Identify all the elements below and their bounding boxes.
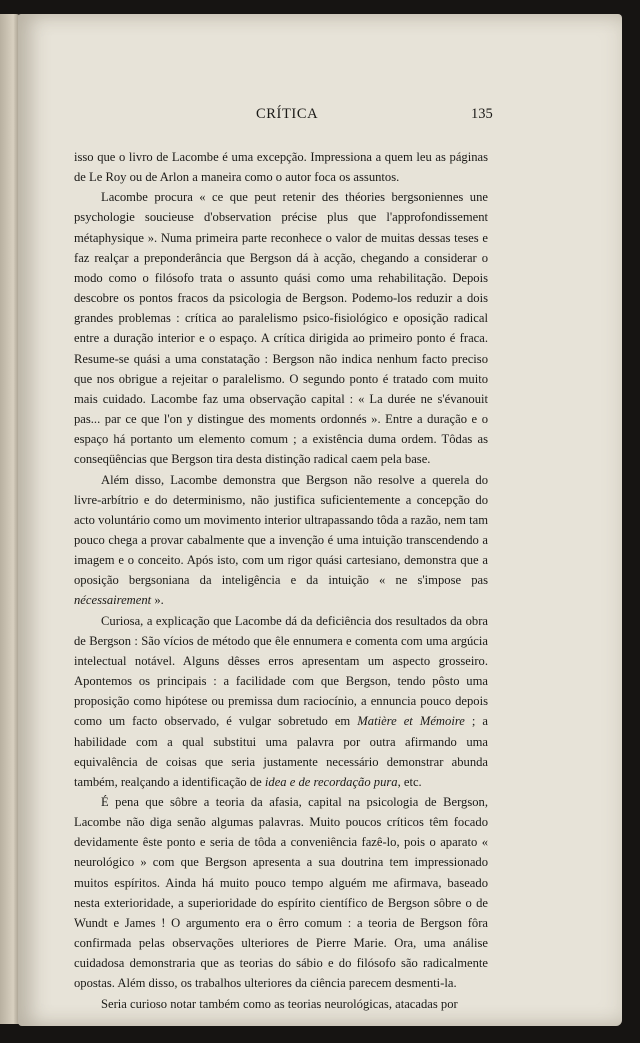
paragraph-6	[74, 994, 488, 1014]
paragraph-3	[74, 470, 488, 611]
body-text	[74, 147, 488, 1014]
text-run: isso que o livro de Lacombe é uma excepção. Impressiona a quem leu as páginas de Le Roy ou de Arlon a maneira como o autor foca os assuntos.	[74, 150, 488, 185]
paragraph-2	[74, 187, 488, 469]
text-run: Seria curioso notar também como as teorias neurológicas, atacadas por	[101, 996, 458, 1011]
text-run: Curiosa, a explicação que Lacombe dá da deficiência dos resultados da obra de Bergson : São vícios de método que êle ennumera e comenta com uma argúcia intelectual notável. Alguns dêsses erros apresentam um aspecto grosseiro. Apontemos os principais : a facilidade com que Bergson, tendo pôsto uma proposição como hipótese ou premissa dum raciocínio, a ennuncia pouco depois como um facto observado, é vulgar sobretudo em	[74, 613, 488, 729]
text-run: Lacombe procura « ce que peut retenir des théories bergsoniennes une psychologie soucieuse d'observation précise plus que l'approfondissement métaphysique ». Numa primeira parte reconhece o valor de muitas dessas teses e faz realçar a preponderância que Bergson dá à acção, chegando a considerar o modo como o filósofo trata o assunto quási como uma rehabilitação. Depois descobre os pontos fracos da psicologia de Bergson. Podemo-los reduzir a dois grandes problemas : crítica ao paralelismo psico-fisiológico e oposição radical entre a duração interior e o espaço. A crítica dirigida ao primeiro ponto é fraca. Resume-se quási a uma constatação : Bergson não indica nenhum facto preciso que nos obrigue a rejeitar o paralelismo. O segundo ponto é tratado com muito mais cuidado. Lacombe faz uma observação capital : « La durée ne s'évanouit pas... par ce que l'on y distingue des moments ordonnés ». Entre a duração e o espaço há portanto um elemento comum ; a existência duma ordem. Tôdas as conseqüências que Bergson tira desta distinção radical caem pela base.	[74, 190, 488, 467]
text-run: ; a habilidade com a qual substitui uma palavra por outra afirmando uma equivalência de coisas que seria justamente necessário demonstrar abunda também, realçando a identificação de	[74, 714, 489, 789]
italic-text: idea e de recordação pura	[264, 774, 398, 789]
running-head-title: CRÍTICA	[256, 106, 319, 122]
running-head	[0, 106, 640, 126]
text-run: ».	[151, 593, 164, 608]
page-number: 135	[471, 106, 493, 122]
text-run: É pena que sôbre a teoria da afasia, capital na psicologia de Bergson, Lacombe não diga senão algumas palavras. Muito poucos críticos têm focado devidamente êste ponto e seria de tôda a conveniência fazê-lo, pois o aparato « neurológico » com que Bergson apresenta a sua doutrina tem impressionado muitos espíritos. Ainda há muito pouco tempo alguém me afirmava, baseado nesta exterioridade, a superioridade do espírito científico de Bergson sôbre o de Wundt e James ! O argumento era o êrro comum : a teoria de Bergson fôra confirmada pelas observações ulteriores de Pierre Marie. Ora, uma análise cuidadosa demonstraria que as teorias do sábio e do filósofo são radicalmente opostas. Além disso, os trabalhos ulteriores da ciência parecem desmenti-la.	[74, 795, 488, 991]
text-run: Além disso, Lacombe demonstra que Bergson não resolve a querela do livre-arbítrio e do determinismo, não justifica suficientemente a concepção do acto voluntário como um movimento interior ultrapassando tôda a razão, nem tam pouco chega a provar cabalmente que a invenção é uma intuição transcendendo a imagem e o conceito. Após isto, com um rigor quási cartesiano, demonstra que a oposição bergsoniana da inteligência e da intuição « ne s'impose pas	[74, 472, 488, 588]
paragraph-5	[74, 792, 488, 994]
italic-text: nécessairement	[74, 593, 152, 608]
paragraph-1	[74, 147, 488, 187]
italic-text: Matière et Mémoire	[357, 714, 465, 729]
text-run: , etc.	[397, 774, 422, 789]
paragraph-4	[74, 611, 488, 792]
